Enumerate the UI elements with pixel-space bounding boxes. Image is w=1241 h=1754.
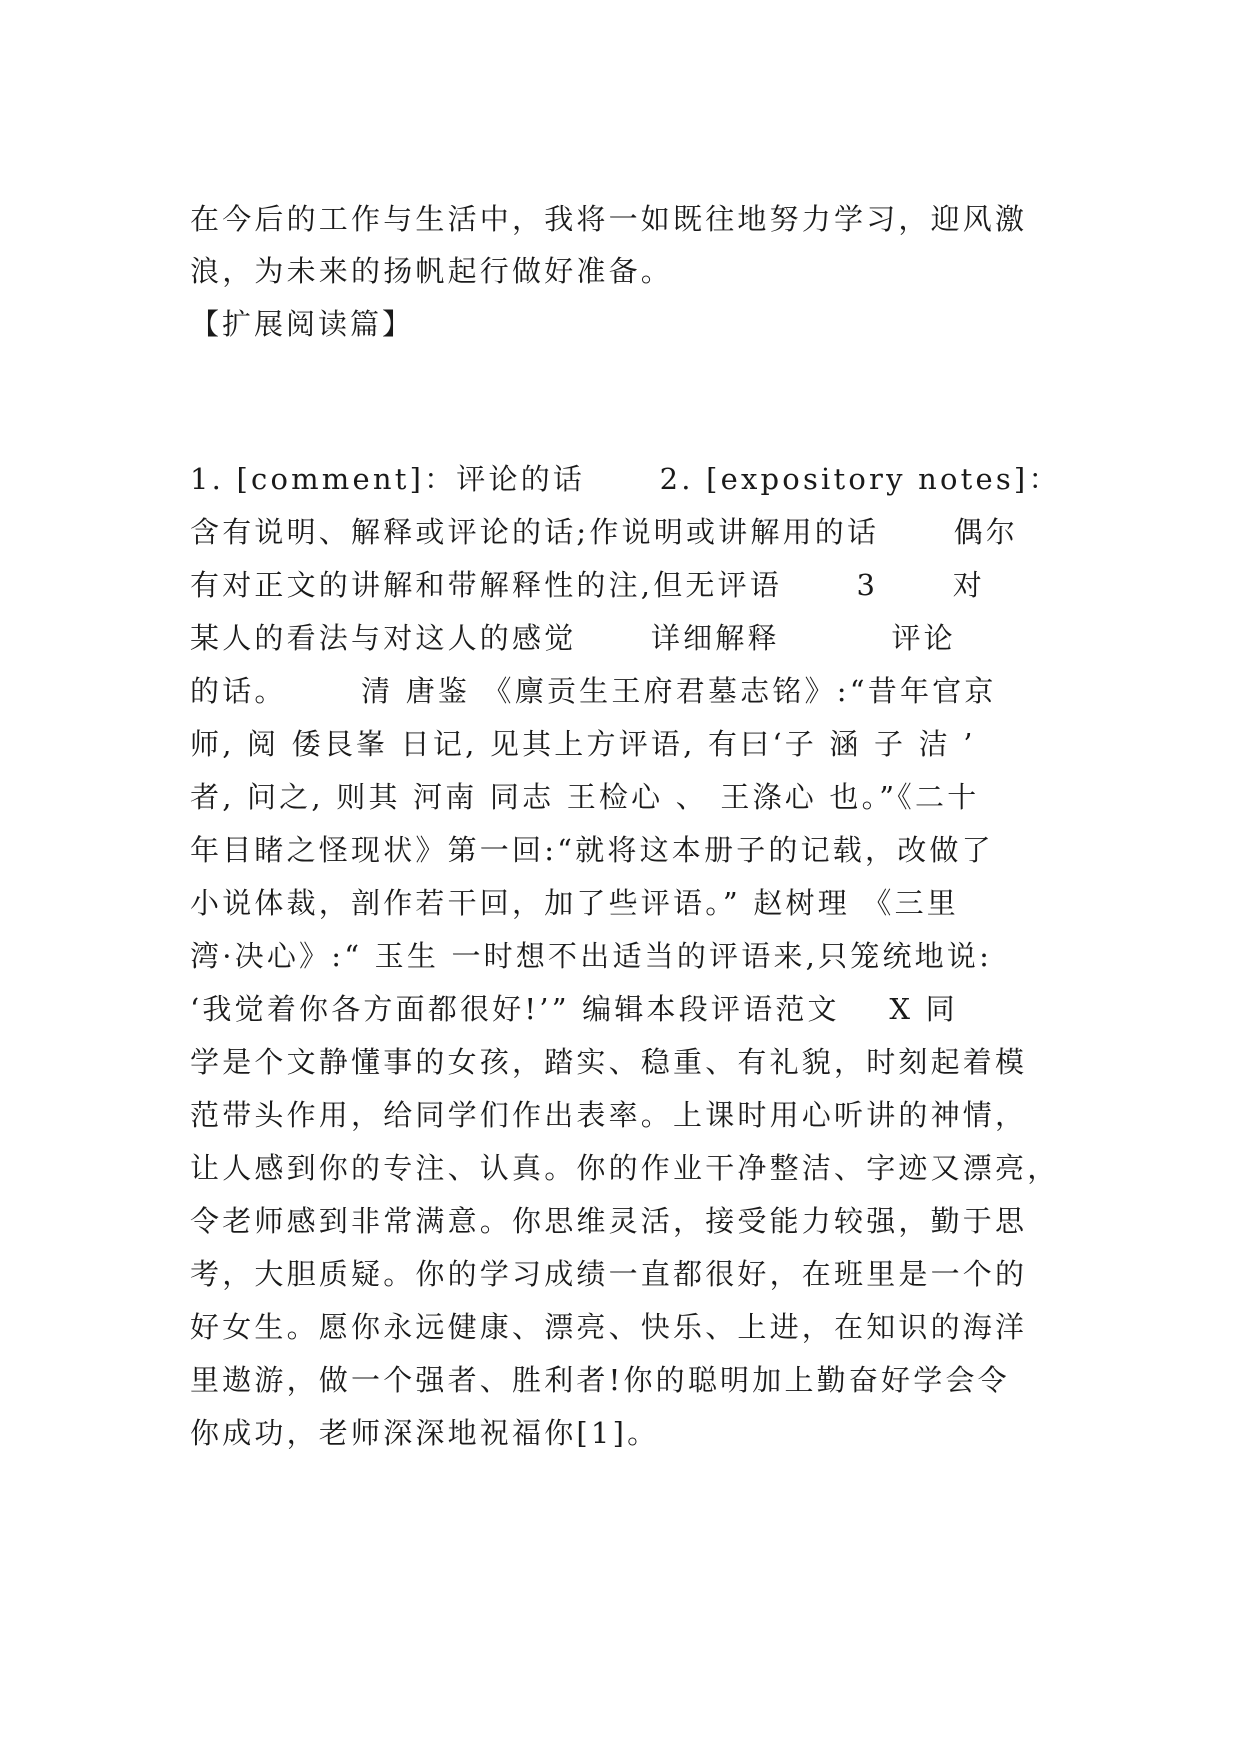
body-line: 的话。 清 唐鉴 《廪贡生王府君墓志铭》:“昔年官京 [190, 674, 997, 708]
body-line: 者, 问之, 则其 河南 同志 王检心 、 王涤心 也。”《二十 [190, 780, 980, 814]
body-line: ‘我觉着你各方面都很好!’” 编辑本段评语范文 X 同 [190, 992, 958, 1026]
body-line: 范带头作用，给同学们作出表率。上课时用心听讲的神情， [190, 1098, 1028, 1132]
body-line: 你成功，老师深深地祝福你[1]。 [190, 1416, 660, 1450]
body-line: 湾·决心》:“ 玉生 一时想不出适当的评语来,只笼统地说: [190, 939, 993, 973]
body-line: 某人的看法与对这人的感觉 详细解释 评论 [190, 621, 956, 655]
intro-line: 浪，为未来的扬帆起行做好准备。 [190, 254, 674, 288]
body-line: 好女生。愿你永远健康、漂亮、快乐、上进，在知识的海洋 [190, 1310, 1028, 1344]
body-line: 1. [comment]：评论的话 2. [expository notes]： [190, 462, 1061, 496]
body-line: 考，大胆质疑。你的学习成绩一直都很好，在班里是一个的 [190, 1257, 1028, 1291]
section-heading: 【扩展阅读篇】 [190, 307, 415, 341]
body-line: 里遨游，做一个强者、胜利者!你的聪明加上勤奋好学会令 [190, 1363, 1010, 1397]
body-line: 师, 阅 倭艮峯 日记, 见其上方评语, 有曰‘子 涵 子 洁 ’ [190, 727, 976, 761]
intro-line: 在今后的工作与生活中，我将一如既往地努力学习，迎风激 [190, 202, 1028, 236]
body-line: 含有说明、解释或评论的话;作说明或讲解用的话 偶尔 [190, 515, 1019, 549]
body-line: 年目睹之怪现状》第一回:“就将这本册子的记载，改做了 [190, 833, 994, 867]
body-line: 令老师感到非常满意。你思维灵活，接受能力较强，勤于思 [190, 1204, 1028, 1238]
body-line: 有对正文的讲解和带解释性的注,但无评语 3 对 [190, 568, 985, 602]
body-line: 学是个文静懂事的女孩，踏实、稳重、有礼貌，时刻起着模 [190, 1045, 1028, 1079]
body-line: 让人感到你的专注、认真。你的作业干净整洁、字迹又漂亮， [190, 1151, 1060, 1185]
body-line: 小说体裁，剖作若干回，加了些评语。” 赵树理 《三里 [190, 886, 959, 920]
